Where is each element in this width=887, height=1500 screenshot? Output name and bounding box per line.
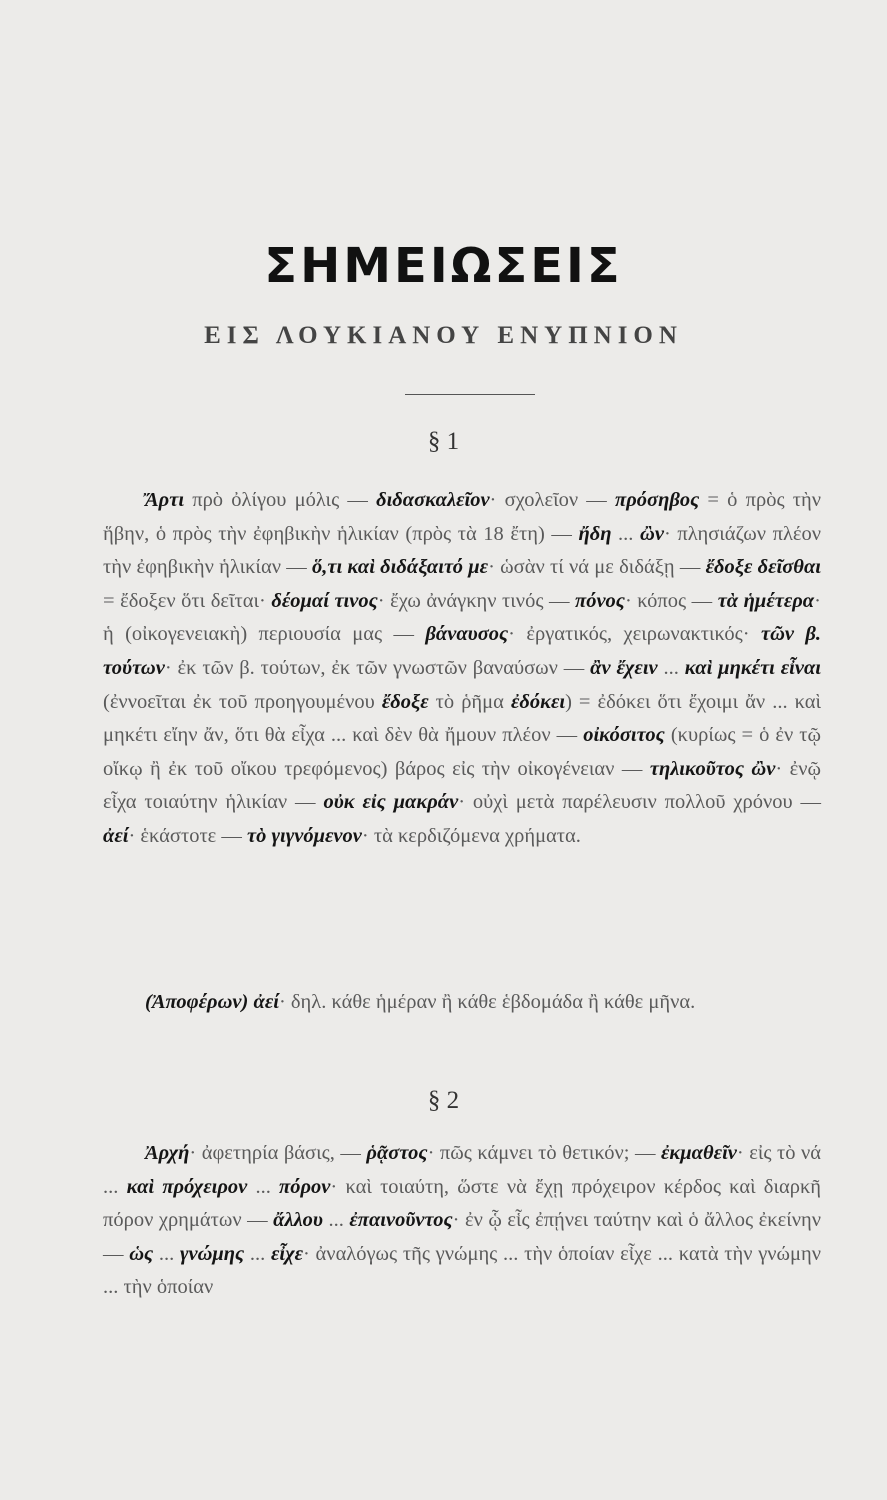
- section-2-paragraph-1: Ἀρχή· ἀφετηρία βάσις, — ῥᾷστος· πῶς κάμνει τὸ θετικόν; — ἐκμαθεῖν· εἰς τὸ νά ... καὶ πρόχειρον ... πόρον· καὶ τοιαύτη, ὥστε νὰ ἔχῃ πρόχειρον κέρδος καὶ διαρκῆ πόρον χρημάτων — ἄλλου ... ἐπαινοῦντος· ἐν ᾧ εἷς ἐπῄνει ταύτην καὶ ὁ ἄλλος ἐκείνην — ὡς ... γνώμης ... εἶχε· ἀναλόγως τῆς γνώμης ... τὴν ὁποίαν εἶχε ... κατὰ τὴν γνώμην ... τὴν ὁποίαν: [103, 1142, 822, 1299]
- lemma-term: ἤδη: [578, 522, 612, 545]
- page-subtitle: ΕΙΣ ΛΟΥΚΙΑΝΟΥ ΕΝΥΠΝΙΟΝ: [204, 322, 683, 349]
- lemma-term: τὰ ἡμέτερα: [717, 589, 815, 612]
- lemma-term: γνώμης: [179, 1242, 245, 1265]
- lemma-term: οἰκόσιτος: [583, 724, 665, 747]
- lemma-term: ἂν ἔχειν: [590, 656, 658, 679]
- lemma-term: ἐκμαθεῖν: [661, 1142, 737, 1164]
- lemma-term: καὶ μηκέτι εἶναι: [684, 656, 821, 679]
- lemma-term: πόνος: [575, 589, 625, 612]
- section-1-paragraph-2: (Ἀποφέρων) ἀεί· δηλ. κάθε ἡμέραν ἢ κάθε ἑβδομάδα ἢ κάθε μῆνα.: [145, 991, 696, 1013]
- lemma-term: ὢν: [640, 522, 664, 545]
- page-title: ΣΗΜΕΙΩΣΕΙΣ: [264, 238, 623, 294]
- lemma-term: ἔδοξε: [381, 690, 429, 713]
- lemma-term: εἶχε: [270, 1242, 304, 1265]
- lemma-term: (Ἀποφέρων) ἀεί: [145, 991, 279, 1013]
- lemma-term: ἀεί: [103, 824, 129, 847]
- lemma-term: πόρον: [279, 1175, 331, 1198]
- lemma-term: δέομαί τινος: [271, 589, 378, 612]
- lemma-term: Ἀρχή: [145, 1142, 190, 1164]
- lemma-term: καὶ πρόχειρον: [126, 1175, 248, 1198]
- lemma-term: ὡς: [129, 1242, 154, 1265]
- lemma-term: Ἄρτι: [145, 489, 185, 511]
- title-divider: [405, 394, 535, 395]
- lemma-term: ὅ,τι καὶ διδάξαιτό με: [311, 556, 489, 579]
- lemma-term: ἐδόκει: [510, 690, 566, 713]
- lemma-term: τὸ γιγνόμενον: [247, 824, 362, 847]
- lemma-term: ῥᾷστος: [366, 1142, 428, 1164]
- lemma-term: πρόσηβος: [615, 489, 700, 511]
- lemma-term: τηλικοῦτος ὢν: [649, 757, 776, 780]
- lemma-term: τῶν β. τούτων: [103, 623, 822, 679]
- section-2-heading: § 2: [427, 1087, 460, 1114]
- lemma-term: διδασκαλεῖον: [376, 489, 490, 511]
- lemma-term: ἐπαινοῦντος: [349, 1209, 453, 1232]
- section-1-heading: § 1: [427, 428, 460, 455]
- lemma-term: ἔδοξε δεῖσθαι: [705, 556, 821, 579]
- section-1-paragraph-1: Ἄρτι πρὸ ὀλίγου μόλις — διδασκαλεῖον· σχολεῖον — πρόσηβος = ὁ πρὸς τὴν ἥβην, ὁ πρὸς τὴν ἐφηβικὴν ἡλικίαν (πρὸς τὰ 18 ἔτη) — ἤδη ... ὢν· πλησιάζων πλέον τὴν ἐφηβικὴν ἡλικίαν — ὅ,τι καὶ διδάξαιτό με· ὡσὰν τί νά με διδάξῃ — ἔδοξε δεῖσθαι = ἔδοξεν ὅτι δεῖται· δέομαί τινος· ἔχω ἀνάγκην τινός — πόνος· κόπος — τὰ ἡμέτερα· ἡ (οἰκογενειακὴ) περιουσία μας — βάναυσος· ἐργατικός, χειρωνακτικός· τῶν β. τούτων· ἐκ τῶν β. τούτων, ἐκ τῶν γνωστῶν βαναύσων — ἂν ἔχειν ... καὶ μηκέτι εἶναι (ἐννοεῖται ἐκ τοῦ προηγουμένου ἔδοξε τὸ ῥῆμα ἐδόκει) = ἐδόκει ὅτι ἔχοιμι ἄν ... καὶ μηκέτι εἴην ἄν, ὅτι θὰ εἶχα ... καὶ δὲν θὰ ἤμουν πλέον — οἰκόσιτος (κυρίως = ὁ ἐν τῷ οἴκῳ ἢ ἐκ τοῦ οἴκου τρεφόμενος) βάρος εἰς τὴν οἰκογένειαν — τηλικοῦτος ὢν· ἐνῷ εἶχα τοιαύτην ἡλικίαν — οὐκ εἰς μακράν· οὐχὶ μετὰ παρέλευσιν πολλοῦ χρόνου — ἀεί· ἑκάστοτε — τὸ γιγνόμενον· τὰ κερδιζόμενα χρήματα.: [103, 489, 822, 847]
- lemma-term: οὐκ εἰς μακράν: [323, 791, 459, 814]
- lemma-term: βάναυσος: [425, 623, 509, 646]
- lemma-term: ἄλλου: [273, 1209, 323, 1232]
